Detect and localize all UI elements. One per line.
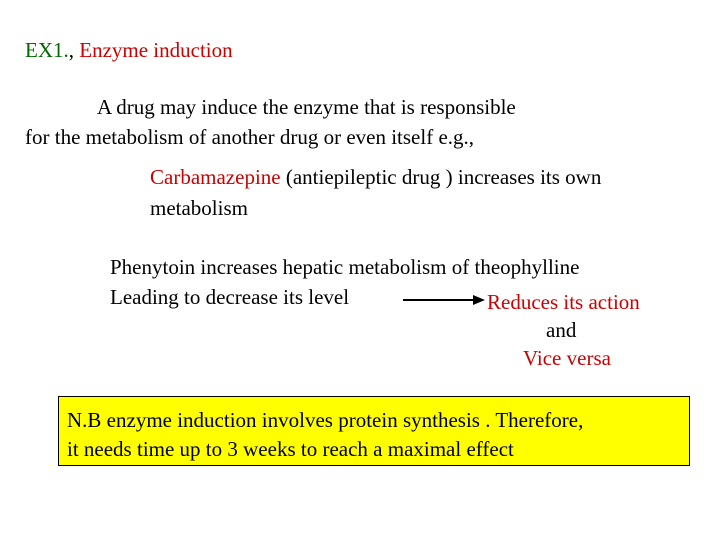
title-separator: , [68, 38, 74, 62]
note-line-2: it needs time up to 3 weeks to reach a maximal effect [67, 437, 514, 461]
carbamazepine-line-1 [150, 165, 601, 190]
phenytoin-line-2: Leading to decrease its level [110, 285, 350, 309]
right-arrow-icon [403, 292, 485, 308]
example-label: EX1. [25, 38, 69, 62]
intro-line-2: for the metabolism of another drug or even itself e.g., [25, 125, 475, 149]
title-topic: Enzyme induction [79, 38, 233, 62]
vice-versa-text: Vice versa [523, 346, 611, 370]
note-box [58, 396, 690, 466]
intro-line-1: A drug may induce the enzyme that is responsible [97, 95, 516, 119]
carbamazepine-drug-name: Carbamazepine [150, 165, 281, 189]
phenytoin-line-1: Phenytoin increases hepatic metabolism of theophylline [110, 255, 580, 279]
note-line-1: N.B enzyme induction involves protein synthesis . Therefore, [67, 408, 584, 432]
carbamazepine-description: (antiepileptic drug ) increases its own [280, 165, 602, 189]
and-text: and [546, 318, 577, 342]
reduces-action-text: Reduces its action [487, 290, 640, 314]
slide-title [25, 38, 233, 63]
carbamazepine-line-2: metabolism [150, 196, 248, 220]
